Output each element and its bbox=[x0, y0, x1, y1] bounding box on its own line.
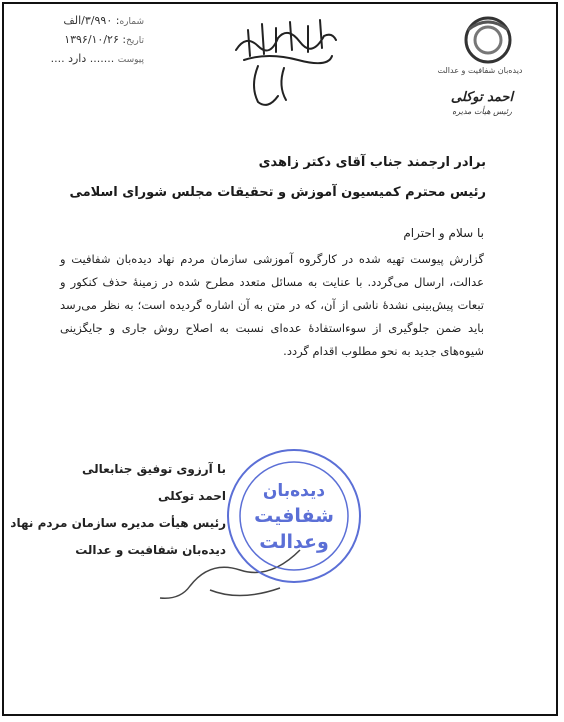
date-row: تاریخ: ۱۳۹۶/۱۰/۲۶ bbox=[64, 33, 144, 46]
stamp-line-2: شفافیت bbox=[254, 505, 334, 527]
stamp-line-3: وعدالت bbox=[259, 531, 329, 553]
attachment-value: دارد bbox=[68, 52, 87, 65]
organization-stamp bbox=[224, 446, 364, 586]
organization-name: دیده‌بان شفافیت و عدالت bbox=[437, 66, 523, 75]
attachment-label: پیوست bbox=[117, 55, 144, 65]
attachment-row: پیوست ....... دارد .... bbox=[50, 52, 144, 65]
stamp-line-1: دیده‌بان bbox=[262, 481, 326, 501]
body-paragraph: گزارش پیوست تهیه شده در کارگروه آموزشی سازمان مردم نهاد دیده‌بان شفافیت و عدالت، ارسال می‌گردد. با عنایت به مسائل متعدد مطرح شده در زمینهٔ حذف کنکور و تبعات پیش‌بینی نشدهٔ ناشی از آن، که در متن به آن اشاره گردیده است؛ به نظر می‌رسد باید ضمن جلوگیری از سوءاستفادهٔ عده‌ای نسبت به اصلاح روش جاری و جایگزینی شیوه‌های جدید به نحو مطلوب اقدام گردد. bbox=[60, 252, 484, 358]
greeting: با سلام و احترام bbox=[403, 226, 484, 240]
closing-line-3: رئیس هیأت مدیره سازمان مردم نهاد bbox=[10, 516, 226, 530]
date-value: ۱۳۹۶/۱۰/۲۶ bbox=[64, 33, 119, 46]
letter-metadata bbox=[44, 12, 144, 69]
date-label: تاریخ bbox=[126, 36, 144, 46]
closing-line-1: با آرزوی توفیق جنابعالی bbox=[81, 462, 226, 476]
sender-signature-block bbox=[432, 90, 532, 116]
number-label: شماره bbox=[119, 17, 144, 27]
number-row: شماره: ۳/۹۹۰/الف bbox=[63, 14, 144, 27]
recipient-line-2: رئیس محترم کمیسیون آموزش و تحقیقات مجلس شورای اسلامی bbox=[69, 185, 486, 200]
sender-name: احمد توکلی bbox=[450, 90, 514, 105]
closing-line-2: احمد توکلی bbox=[158, 489, 226, 503]
sender-title: رئیس هیأت مدیره bbox=[452, 107, 512, 116]
recipient-address bbox=[66, 148, 486, 208]
number-value: ۳/۹۹۰/الف bbox=[63, 14, 113, 27]
closing-block bbox=[12, 456, 226, 564]
bismillah-calligraphy bbox=[228, 16, 340, 106]
closing-line-4: دیده‌بان شفافیت و عدالت bbox=[75, 543, 226, 557]
recipient-line-1: برادر ارجمند جناب آقای دکتر زاهدی bbox=[258, 155, 486, 170]
